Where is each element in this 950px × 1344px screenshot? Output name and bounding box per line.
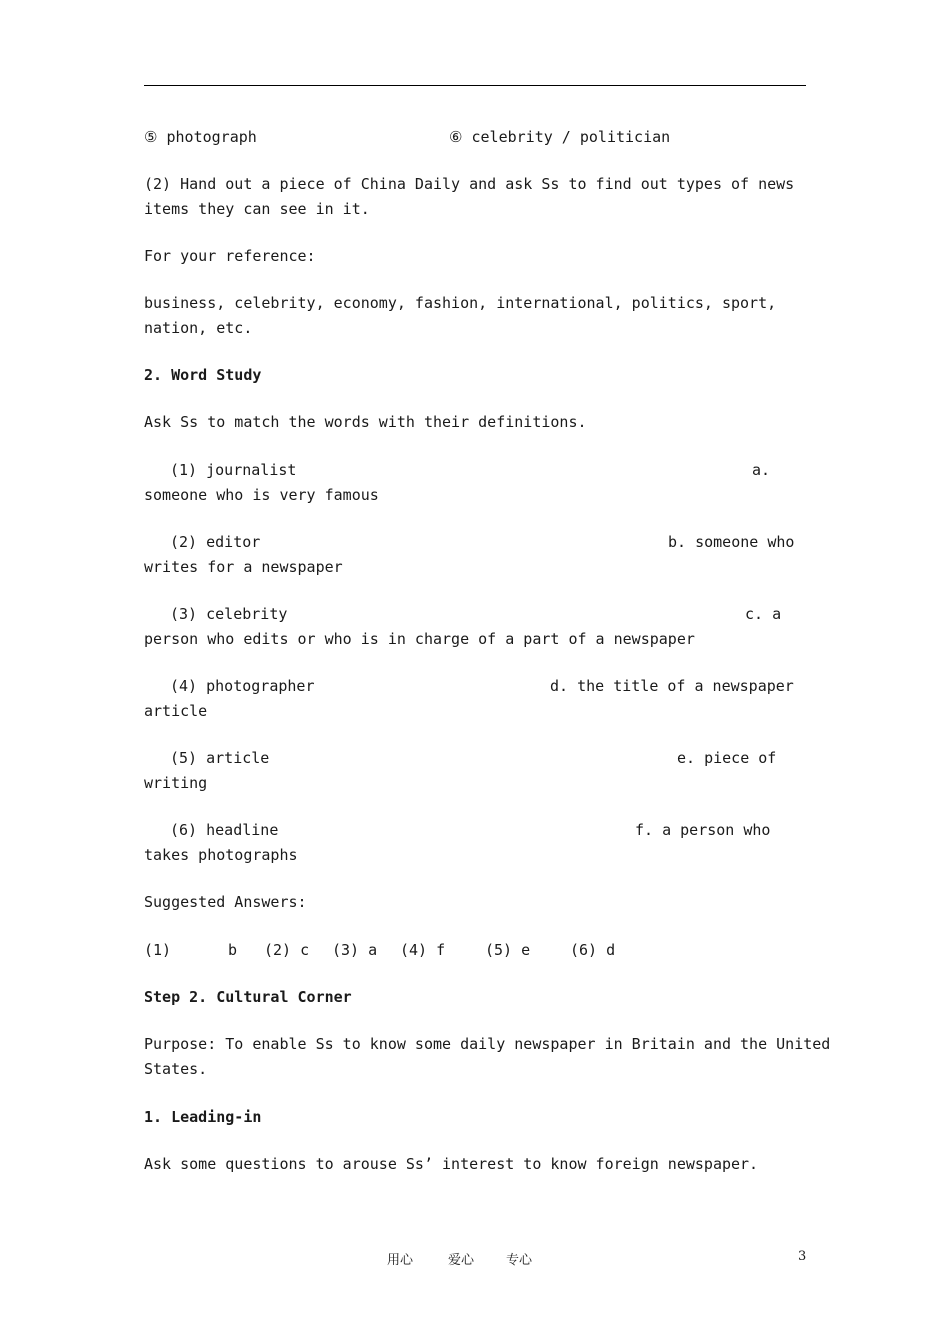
- match-definition: a.: [752, 461, 771, 479]
- section-heading: 1. Leading-in: [144, 1108, 262, 1126]
- section-heading: 2. Word Study: [144, 366, 262, 384]
- header-rule: [144, 85, 806, 86]
- match-definition: b. someone who: [668, 533, 795, 551]
- paragraph-line: business, celebrity, economy, fashion, international, politics, sport,: [144, 294, 777, 312]
- match-definition-cont: person who edits or who is in charge of a part of a newspaper: [144, 630, 695, 648]
- footer-motto-2: 爱心: [448, 1253, 475, 1268]
- paragraph-line: Ask some questions to arouse Ss’ interest to know foreign newspaper.: [144, 1155, 759, 1173]
- answer-item: b: [228, 941, 238, 959]
- match-term: (1) journalist: [170, 461, 297, 479]
- page-number: 3: [798, 1249, 807, 1264]
- match-definition-cont: article: [144, 702, 208, 720]
- match-definition: f. a person who: [635, 821, 771, 839]
- answer-item: (3) a: [332, 941, 378, 959]
- list-item-6: ⑥ celebrity / politician: [449, 128, 671, 146]
- match-term: (5) article: [170, 749, 270, 767]
- match-term: (6) headline: [170, 821, 279, 839]
- match-term: (4) photographer: [170, 677, 315, 695]
- instruction-text: Ask Ss to match the words with their definitions.: [144, 413, 587, 431]
- paragraph-line: (2) Hand out a piece of China Daily and ask Ss to find out types of news: [144, 175, 795, 193]
- match-definition-cont: writes for a newspaper: [144, 558, 343, 576]
- answer-item: (1): [144, 941, 172, 959]
- paragraph-line: States.: [144, 1060, 208, 1078]
- footer-motto-1: 用心: [387, 1253, 414, 1268]
- footer-motto-3: 专心: [506, 1253, 533, 1268]
- match-definition-cont: someone who is very famous: [144, 486, 379, 504]
- list-item-5: ⑤ photograph: [144, 128, 257, 146]
- answer-item: (5) e: [485, 941, 531, 959]
- match-term: (3) celebrity: [170, 605, 288, 623]
- paragraph-line: items they can see in it.: [144, 200, 370, 218]
- reference-label: For your reference:: [144, 247, 316, 265]
- match-definition: e. piece of: [677, 749, 777, 767]
- answers-label: Suggested Answers:: [144, 893, 307, 911]
- paragraph-line: Purpose: To enable Ss to know some daily newspaper in Britain and the United: [144, 1035, 831, 1053]
- match-term: (2) editor: [170, 533, 261, 551]
- match-definition-cont: takes photographs: [144, 846, 298, 864]
- match-definition: d. the title of a newspaper: [550, 677, 794, 695]
- answer-item: (4) f: [400, 941, 446, 959]
- answer-item: (2) c: [264, 941, 310, 959]
- paragraph-line: nation, etc.: [144, 319, 253, 337]
- section-heading: Step 2. Cultural Corner: [144, 988, 352, 1006]
- match-definition: c. a: [745, 605, 782, 623]
- match-definition-cont: writing: [144, 774, 208, 792]
- answer-item: (6) d: [570, 941, 616, 959]
